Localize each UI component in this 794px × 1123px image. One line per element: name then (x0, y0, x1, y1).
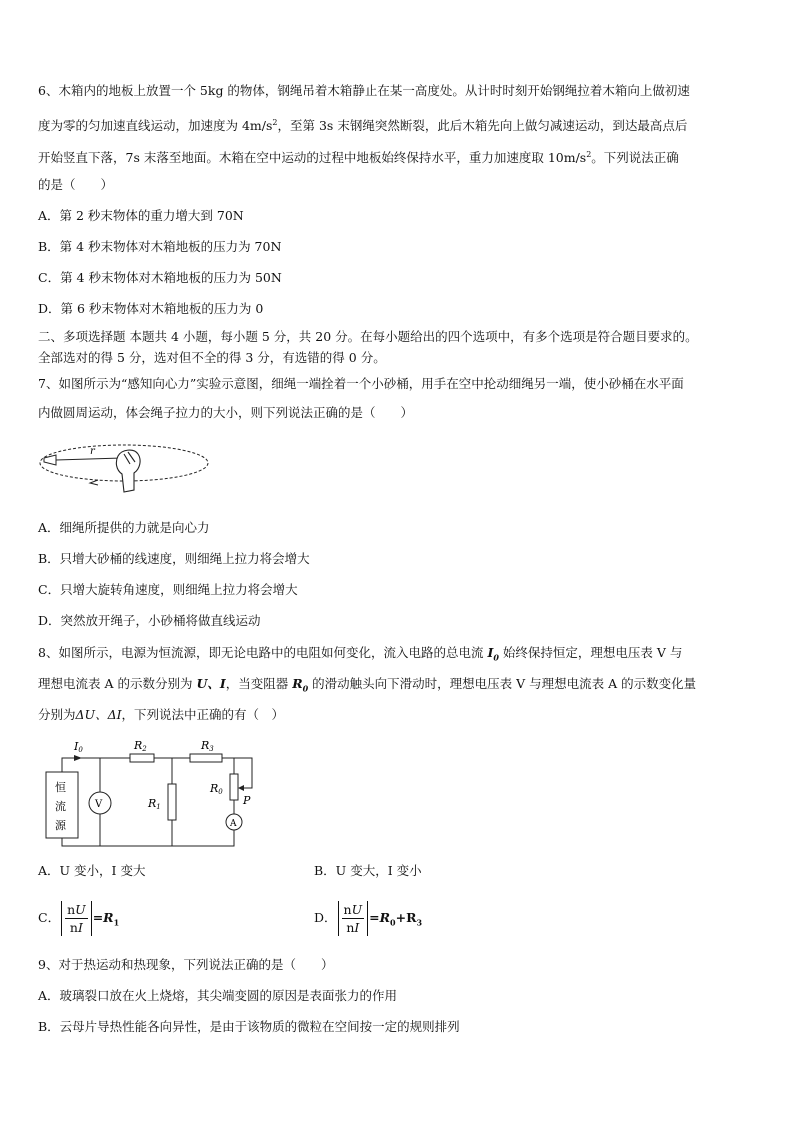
q7-option-b: B．只增大砂桶的线速度，则细绳上拉力将会增大 (38, 551, 310, 566)
fraction (338, 901, 369, 936)
resistor-r3 (190, 754, 222, 762)
q8-stem-text: 分别为 (38, 707, 76, 722)
symbol-u-i: U、I (196, 676, 226, 691)
label-r3: R3 (201, 739, 214, 753)
q8-stem-text: 的滑动触头向下滑动时，理想电压表 V 与理想电流表 A 的示数变化量 (312, 676, 697, 691)
arrow-head (90, 480, 98, 485)
q9-stem: 9、对于热运动和热现象，下列说法正确的是（ ） (38, 957, 334, 972)
wire-top (62, 758, 130, 772)
superscript: 2 (272, 118, 278, 127)
q6-option-d: D．第 6 秒末物体对木箱地板的压力为 0 (38, 301, 264, 316)
q6-stem-line1: 6、木箱内的地板上放置一个 5kg 的物体，钢绳吊着木箱静止在某一高度处。从计时时刻开始钢绳拉着木箱向上做初速 (38, 83, 690, 98)
q8-option-c (38, 898, 119, 943)
q8-stem-line3 (38, 707, 284, 723)
symbol-I0: $I_0$ (487, 645, 499, 663)
q6-option-c: C．第 4 秒末物体对木箱地板的压力为 50N (38, 270, 282, 285)
wire-bottom (62, 830, 234, 846)
fraction (61, 901, 92, 936)
source-label-2: 流 (55, 800, 66, 813)
current-arrow (74, 755, 82, 761)
option-label: D． (314, 910, 337, 925)
label-r1: R1 (148, 797, 161, 811)
superscript: 2 (586, 150, 592, 159)
q7-figure (38, 436, 218, 506)
q8-stem-text: 8、如图所示，电源为恒流源，即无论电路中的电阻如何变化，流入电路的总电流 (38, 645, 484, 660)
resistor-r2 (130, 754, 154, 762)
q7-option-a: A．细绳所提供的力就是向心力 (38, 520, 210, 535)
label-p: P (243, 794, 251, 807)
section2-rules: 全部选对的得 5 分，选对但不全的得 3 分，有选错的得 0 分。 (38, 350, 386, 365)
q8-stem-text: ，下列说法中正确的有（ ） (121, 707, 285, 722)
fraction-denominator: nI (346, 920, 360, 935)
option-rhs: $=R_1$ (92, 910, 120, 928)
q6-option-b: B．第 4 秒末物体对木箱地板的压力为 70N (38, 239, 282, 254)
label-r0: R0 (210, 782, 223, 796)
radius-label: r (90, 446, 95, 457)
q6-stem-text: 度为零的匀加速直线运动，加速度为 4m/s (38, 118, 273, 134)
label-r2: R2 (134, 739, 147, 753)
q6-stem-text: 。下列说法正确 (591, 150, 679, 166)
q6-stem-text: ，至第 3s 末钢绳突然断裂，此后木箱先向上做匀减速运动，到达最高点后 (277, 118, 688, 134)
q8-stem-text: ，当变阻器 (225, 676, 289, 691)
q6-stem-line2 (38, 115, 687, 134)
q8-option-d (314, 898, 422, 943)
voltmeter-label: V (95, 799, 103, 810)
q8-stem-text: 始终保持恒定，理想电压表 V 与 (502, 645, 683, 660)
fraction-denominator: nI (69, 920, 83, 935)
source-label-1: 恒 (55, 781, 66, 794)
section2-heading: 二、多项选择题 本题共 4 小题，每小题 5 分，共 20 分。在每小题给出的四个选项中，有多个选项是符合题目要求的。 (38, 329, 698, 344)
q7-option-c: C．只增大旋转角速度，则细绳上拉力将会增大 (38, 582, 298, 597)
q8-option-b: B．U 变大，I 变小 (314, 863, 422, 878)
q8-option-a: A．U 变小，I 变大 (38, 863, 146, 878)
symbol-R0: $R_0$ (292, 676, 309, 694)
q8-stem-line1 (38, 645, 682, 666)
source-label-3: 源 (55, 819, 66, 832)
label-i0: I0 (74, 740, 83, 754)
slider-arrow (238, 785, 244, 791)
hand (116, 450, 140, 492)
rheostat-r0 (230, 774, 238, 800)
q7-option-d: D．突然放开绳子，小砂桶将做直线运动 (38, 613, 261, 628)
symbol-delta: ΔU、ΔI (75, 707, 122, 722)
fraction-numerator: nU (67, 902, 86, 917)
fraction-numerator: nU (343, 902, 363, 917)
string (56, 458, 122, 460)
q8-circuit-diagram (38, 736, 278, 848)
q9-option-b: B．云母片导热性能各向异性，是由于该物质的微粒在空间按一定的规则排列 (38, 1019, 460, 1034)
q6-option-a: A．第 2 秒末物体的重力增大到 70N (38, 208, 244, 223)
q7-stem-line1: 7、如图所示为“感知向心力”实验示意图，细绳一端拴着一个小砂桶，用手在空中抡动细绳另一端，使小砂桶在水平面 (38, 376, 684, 391)
ammeter-label: A (230, 819, 237, 829)
q6-stem-line4: 的是（ ） (38, 177, 114, 192)
resistor-r1 (168, 784, 176, 820)
q8-stem-text: 理想电流表 A 的示数分别为 (38, 676, 193, 691)
option-label: C． (38, 910, 61, 925)
q9-option-a: A．玻璃裂口放在火上烧熔，其尖端变圆的原因是表面张力的作用 (38, 988, 398, 1003)
q6-stem-text: 开始竖直下落，7s 末落至地面。木箱在空中运动的过程中地板始终保持水平，重力加速度取 10m/s (38, 150, 587, 166)
q7-stem-line2: 内做圆周运动，体会绳子拉力的大小，则下列说法正确的是（ ） (38, 405, 414, 420)
q8-stem-line2 (38, 676, 696, 697)
q6-stem-line3 (38, 147, 679, 166)
option-rhs: $=R_0+R_3$ (369, 910, 423, 928)
